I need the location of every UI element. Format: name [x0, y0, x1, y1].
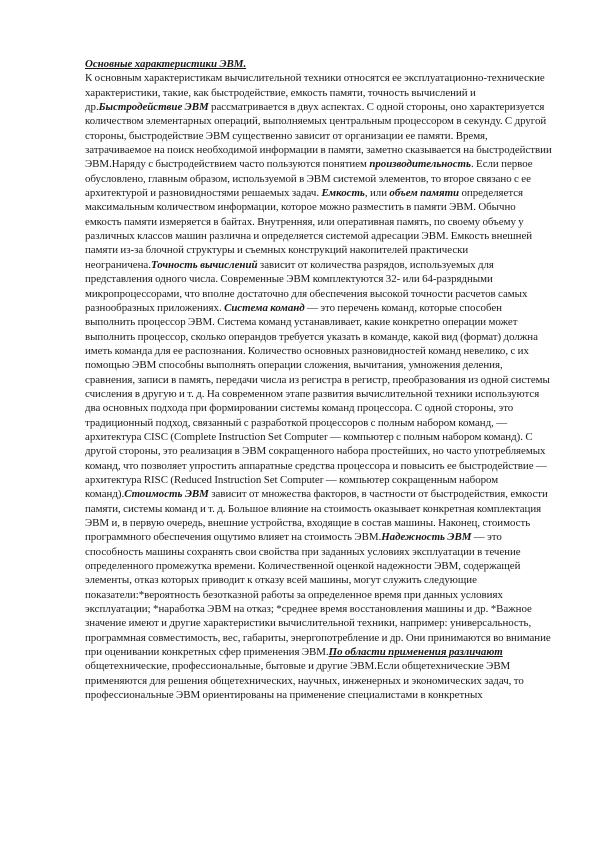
emphasized-term: Система команд	[224, 301, 305, 314]
emphasized-term: производительность	[369, 158, 471, 171]
emphasized-term: Надежность ЭВМ	[381, 531, 472, 544]
document-page	[85, 57, 553, 702]
body-text-run: — это перечень команд, которые способен выполнить процессор ЭВМ. Система команд устанавливает, какие конкретно операции может выполнить процессор, сколько операндов требуется указать в команде, какой вид (формат) должна иметь команда для ее распознания. Количество основных разновидностей команд невелико, с их помощью ЭВМ способны выполнять операции сложения, вычитания, умножения деления, сравнения, записи в память, передачи числа из регистра в регистр, преобразования из одной системы счисления в другую и т. д. На современном этапе развития вычислительной техники используются два основных подхода при формировании системы команд процессора. С одной стороны, это традиционный подход, связанный с разработкой процессоров с полным набором команд, — архитектура CISC (Complete Instruction Set Computer — компьютер с полным набором команд). С другой стороны, это реализация в ЭВМ сокращенного набора простейших, но часто употребляемых команд, что позволяет упростить аппаратные средства процессора и повысить ее быстродействие — архитектура RISC (Reduced Instruction Set Computer — компьютер сокращенным набором команд).	[85, 301, 550, 501]
body-text-run: — это способность машины сохранять свои свойства при заданных условиях эксплуатации в течение определенного промежутка времени. Количественной оценкой надежности ЭВМ, содержащей элементы, отказ которых приводит к отказу всей машины, могут служить следующие показатели:*вероятность безотказной работы за определенное время при данных условиях эксплуатации; *наработка ЭВМ на отказ; *среднее время восстановления машины и др. *Важное значение имеют и другие характеристики вычислительной техники, например: универсальность, программная совместимость, вес, габариты, энергопотребление и др. Они принимаются во внимание при оценивании конкретных сфер применения ЭВМ.	[85, 531, 551, 659]
body-text-run: рассматривается в двух аспектах. С одной стороны, оно характеризуется количеством элементарных операций, выполняемых центральным процессором в секунду. С другой стороны, быстродействие ЭВМ существенно зависит от организации ее памяти. Время, затрачиваемое на поиск необходимой информации в памяти, заметно сказывается на быстродействии ЭВМ.Наряду с быстродействием часто пользуются понятием	[85, 101, 552, 171]
body-text-run: , или	[364, 187, 390, 200]
emphasized-term: По области применения различают	[328, 646, 503, 659]
emphasized-term: Быстродействие ЭВМ	[98, 101, 209, 114]
body-text-run: К основным характеристикам вычислительной техники относятся ее эксплуатационно-технические характеристики, такие, как быстродействие, емкость памяти, точность вычислений и др.	[85, 72, 545, 114]
document-body	[85, 71, 553, 702]
document-title: Основные характеристики ЭВМ.	[85, 58, 247, 70]
emphasized-term: Емкость	[321, 187, 365, 200]
emphasized-term: Стоимость ЭВМ	[124, 488, 209, 501]
body-text-run: . Если первое обусловлено, главным образом, используемой в ЭВМ системой элементов, то второе связано с ее архитектурой и разновидностями решаемых задач.	[85, 158, 533, 200]
body-text-run: зависит от количества разрядов, используемых для представления одного числа. Современные ЭВМ комплектуются 32- или 64-разрядными микропроцессорами, что вполне достаточно для обеспечения высокой точности расчетов самых разнообразных приложениях.	[85, 258, 528, 314]
body-text-run: определяется максимальным количеством информации, которое можно разместить в памяти ЭВМ. Обычно емкость памяти измеряется в байтах. Внутренняя, или оперативная память, по своему объему у различных классов машин различна и определяется системой адресации ЭВМ. Емкость внешней памяти из-за блочной структуры и съемных конструкций накопителей практически неограничена.	[85, 187, 533, 271]
body-text-run: зависит от множества факторов, в частности от быстродействия, емкости памяти, системы команд и т. д. Большое влияние на стоимость оказывает конкретная комплектация ЭВМ и, в первую очередь, внешние устройства, входящие в состав машины. Наконец, стоимость программного обеспечения ощутимо влияет на стоимость ЭВМ.	[85, 488, 548, 544]
emphasized-term: объем памяти	[389, 187, 460, 200]
body-text-run: общетехнические, профессиональные, бытовые и другие ЭВМ.Если общетехнические ЭВМ применяются для решения общетехнических, научных, инженерных и экономических задач, то профессиональные ЭВМ ориентированы на применение специалистами в конкретных	[85, 660, 524, 702]
emphasized-term: Точность вычислений	[150, 258, 258, 271]
